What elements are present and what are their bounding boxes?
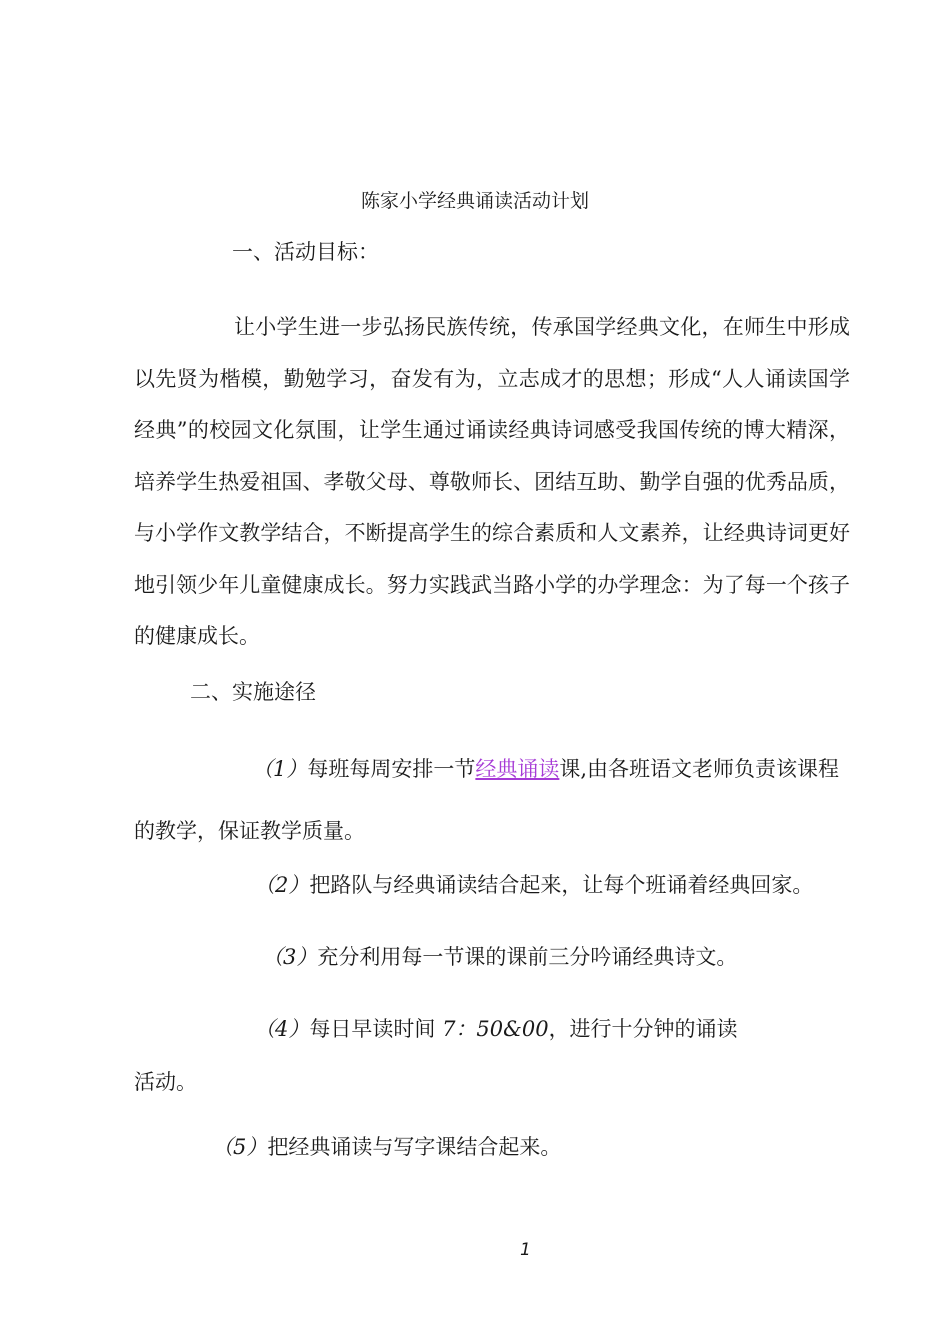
item-5-text: 把经典诵读与写字课结合起来。 [267, 1135, 562, 1159]
item-5-number: （5） [212, 1135, 268, 1159]
method-item-1 [134, 738, 850, 862]
goals-paragraph: 让小学生进一步弘扬民族传统，传承国学经典文化，在师生中形成以先贤为楷模，勤勉学习，奋发有为，立志成才的思想；形成“人人诵读国学经典”的校园文化氛围，让学生通过诵读经典诗词感受我国传统的博大精深，培养学生热爱祖国、孝敬父母、尊敬师长、团结互助、勤学自强的优秀品质，与小学作文教学结合，不断提高学生的综合素质和人文素养，让经典诗词更好地引领少年儿童健康成长。努力实践武当路小学的办学理念：为了每一个孩子的健康成长。 [134, 315, 850, 648]
item-4-text-after: ，进行十分钟的诵读 [548, 1017, 738, 1041]
classic-reading-link[interactable]: 经典诵读 [475, 757, 560, 781]
item-1-text-after: 课,由各班语文老师负责该课程的教学，保证教学质量。 [134, 757, 840, 843]
item-1-text-before: 每班每周安排一节 [307, 757, 476, 781]
method-item-3 [262, 941, 737, 971]
item-4-text-before: 每日早读时间 [309, 1017, 443, 1041]
section-heading-goals: 一、活动目标： [232, 240, 379, 264]
section-heading-methods: 二、实施途径 [190, 680, 316, 704]
item-4-number: （4） [254, 1017, 310, 1041]
item-1-number: （1） [252, 757, 308, 781]
method-item-5 [212, 1131, 561, 1161]
page-number: 1 [520, 1240, 531, 1260]
method-item-2 [254, 869, 813, 899]
item-4-time: 7：50&00 [442, 1017, 549, 1041]
item-2-text: 把路队与经典诵读结合起来，让每个班诵着经典回家。 [309, 873, 814, 897]
item-4-continuation: 活动。 [134, 1070, 197, 1094]
method-item-4 [254, 1013, 738, 1043]
document-title: 陈家小学经典诵读活动计划 [360, 190, 589, 212]
item-3-number: （3） [262, 945, 318, 969]
item-3-text: 充分利用每一节课的课前三分吟诵经典诗文。 [317, 945, 738, 969]
item-2-number: （2） [254, 873, 310, 897]
